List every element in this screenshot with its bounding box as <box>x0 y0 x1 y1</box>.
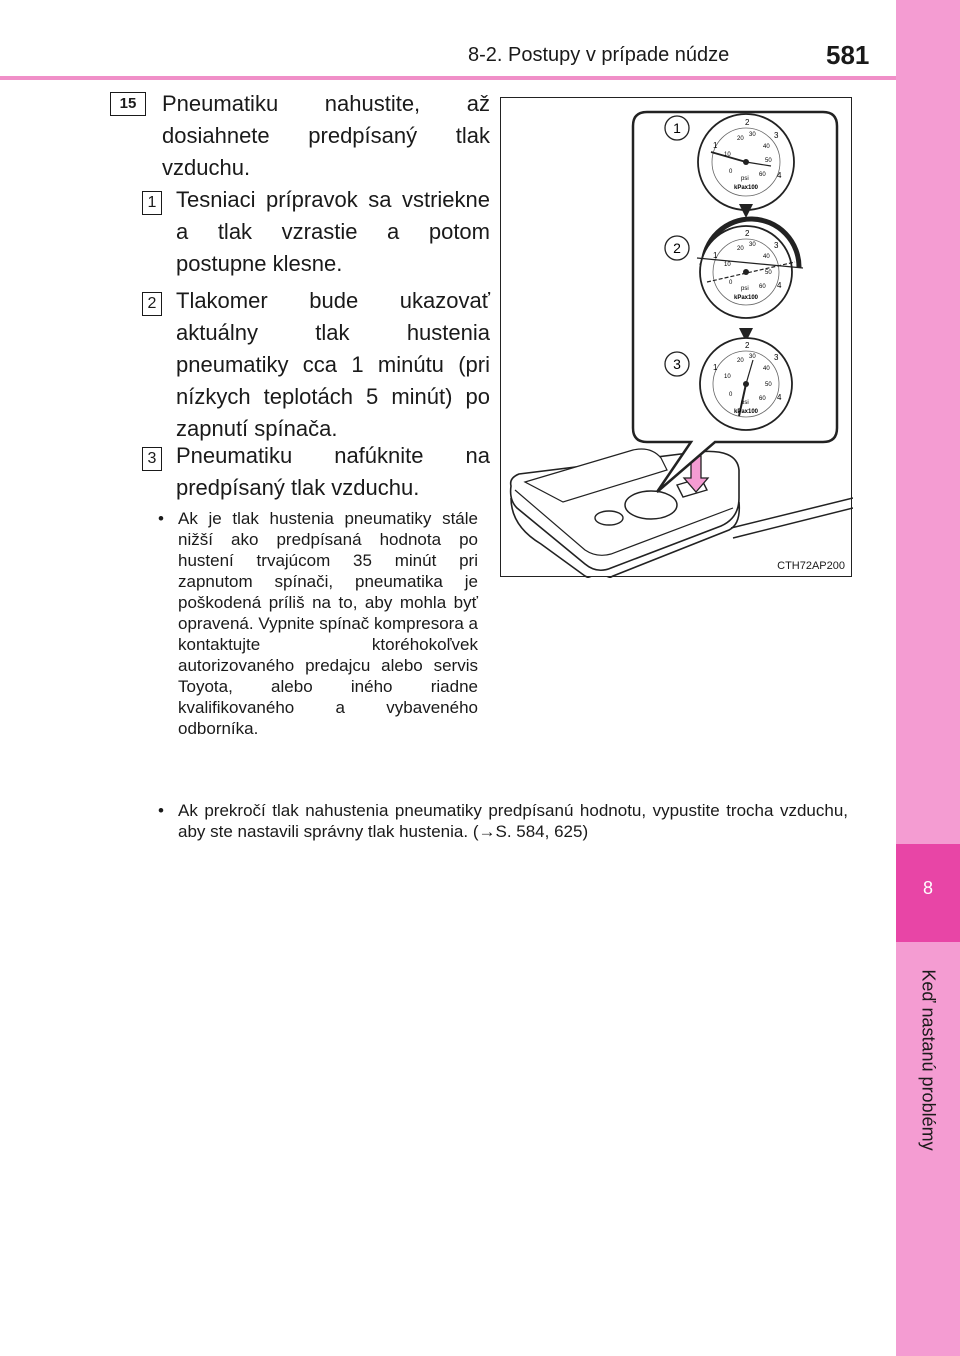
gauge-2-label-60: 60 <box>759 284 766 290</box>
note-item-2 <box>158 800 848 842</box>
callout-marker-3 <box>665 352 689 376</box>
page-number: 581 <box>826 40 870 70</box>
gauge-1-label-4: 4 <box>777 171 782 180</box>
gauge-2-label-0: 0 <box>729 280 733 286</box>
note-text-1: Ak je tlak hustenia pneumatiky stále nižší ako predpísaná hodnota po hustení trvajúcom 35 minút pri zapnutom spínači, pneumatika je poškodená príliš na to, aby mohla byť opravená. Vypnite spínač kompresora a kontaktujte ktoréhokoľvek autorizovaného predajcu alebo servis Toyota, alebo iného riadne kvalifikovaného a vybaveného odborníka. <box>178 509 478 738</box>
gauge-2-label-40: 40 <box>763 254 770 260</box>
gauge-3-label-0: 0 <box>729 392 733 398</box>
gauge-3-label-3: 3 <box>774 353 779 362</box>
gauge-1-unit-psi: psi <box>741 176 749 182</box>
gauge-1-label-30: 30 <box>749 132 756 138</box>
gauge-3-unit-psi: psi <box>741 400 749 406</box>
gauge-2-unit-kpa: kPax100 <box>734 295 759 301</box>
gauge-3-unit-kpa: kPax100 <box>734 409 759 415</box>
sub-step-text-2: Tlakomer bude ukazovať aktuálny tlak hustenia pneumatiky cca 1 minútu (pri nízkych teplotách 5 minút) po zapnutí spínača. <box>176 288 490 441</box>
note-item-1 <box>158 508 478 739</box>
gauge-1-hub <box>743 159 749 165</box>
gauge-3-label-50: 50 <box>765 382 772 388</box>
gauge-1-label-0: 0 <box>729 169 733 175</box>
gauge-1-label-20: 20 <box>737 136 744 142</box>
note-text-2: Ak prekročí tlak nahustenia pneumatiky predpísanú hodnotu, vypustite trocha vzduchu, aby ste nastavili správny tlak hustenia. (→S. 584, 625) <box>178 801 848 841</box>
gauge-3-label-40: 40 <box>763 366 770 372</box>
gauge-3-label-20: 20 <box>737 358 744 364</box>
chapter-number: 8 <box>922 878 933 898</box>
gauge-2-label-2: 2 <box>745 229 750 238</box>
gauge-2-unit-psi: psi <box>741 286 749 292</box>
callout-marker-2 <box>665 236 689 260</box>
gauge-2-label-3: 3 <box>774 241 779 250</box>
gauge-3-label-10: 10 <box>724 374 731 380</box>
illustration-svg <box>501 98 853 578</box>
gauge-1-label-3: 3 <box>774 131 779 140</box>
gauge-2-label-50: 50 <box>765 270 772 276</box>
header-divider <box>0 76 896 80</box>
gauge-2-label-1: 1 <box>713 251 718 260</box>
gauge-3-label-30: 30 <box>749 354 756 360</box>
figure-code: CTH72AP200 <box>777 560 845 572</box>
gauge-1-unit-kpa: kPax100 <box>734 185 759 191</box>
sub-step-text-1: Tesniaci prípravok sa vstriekne a tlak vzrastie a potom postupne klesne. <box>176 187 490 276</box>
gauge-3-label-60: 60 <box>759 396 766 402</box>
gauge-3-label-4: 4 <box>777 393 782 402</box>
callout-marker-1 <box>665 116 689 140</box>
gauge-2-label-20: 20 <box>737 246 744 252</box>
gauge-1-label-1: 1 <box>713 141 718 150</box>
gauge-3 <box>700 338 792 430</box>
step-instruction: Pneumatiku nahustite, až dosiahnete predpísaný tlak vzduchu. <box>162 91 490 180</box>
gauge-3-label-2: 2 <box>745 341 750 350</box>
gauge-3-hub <box>743 381 749 387</box>
gauge-housing <box>625 491 677 519</box>
gauge-3-label-1: 1 <box>713 363 718 372</box>
chapter-side-strip <box>896 0 960 1356</box>
sub-step-number-3: 3 <box>142 447 162 471</box>
callout-marker-3-text: 3 <box>673 356 681 372</box>
callout-marker-2-text: 2 <box>673 240 681 256</box>
callout-marker-1-text: 1 <box>673 120 681 136</box>
sub-step-text-3: Pneumatiku nafúknite na predpísaný tlak vzduchu. <box>176 443 490 500</box>
gauge-1-label-50: 50 <box>765 158 772 164</box>
gauge-1 <box>698 114 794 210</box>
gauge-2-hub <box>743 269 749 275</box>
sub-step-number-2: 2 <box>142 292 162 316</box>
valve-cap <box>595 511 623 525</box>
gauge-1-label-2: 2 <box>745 118 750 127</box>
gauge-2-label-10: 10 <box>724 262 731 268</box>
compressor-gauge-illustration <box>500 97 852 577</box>
gauge-1-label-60: 60 <box>759 172 766 178</box>
gauge-1-label-40: 40 <box>763 144 770 150</box>
gauge-2-label-4: 4 <box>777 281 782 290</box>
step-number-badge: 15 <box>110 92 146 116</box>
gauge-2-label-30: 30 <box>749 242 756 248</box>
hose-shape <box>731 498 853 538</box>
chapter-title: Keď nastanú problémy <box>918 969 939 1151</box>
gauge-1-label-10: 10 <box>724 152 731 158</box>
bullet-icon: • <box>158 801 164 820</box>
sub-step-number-1: 1 <box>142 191 162 215</box>
bullet-icon: • <box>158 509 164 528</box>
section-title: 8-2. Postupy v prípade núdze <box>468 44 730 66</box>
